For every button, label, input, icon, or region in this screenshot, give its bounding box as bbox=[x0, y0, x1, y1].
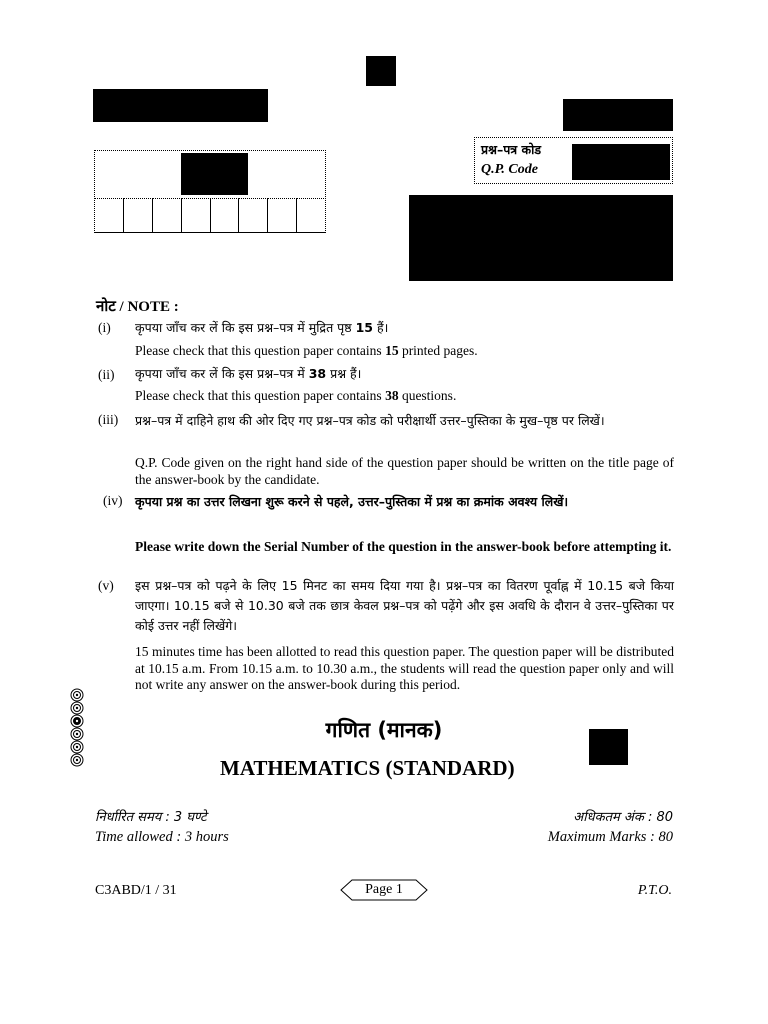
text-run: प्रश्न हैं। bbox=[326, 366, 362, 381]
question-count: 38 bbox=[385, 388, 399, 403]
redaction-top-left bbox=[93, 89, 268, 122]
text-run: कृपया जाँच कर लें कि इस प्रश्न–पत्र में मुद्रित पृष्ठ bbox=[135, 320, 356, 335]
maximum-marks-english: Maximum Marks : 80 bbox=[547, 829, 673, 845]
note-number: (iv) bbox=[103, 493, 123, 508]
note-number: (iii) bbox=[98, 412, 119, 427]
redaction-barcode-area bbox=[409, 195, 673, 281]
roll-cell bbox=[94, 198, 124, 233]
note-5-english: 15 minutes time has been allotted to read this question paper. The question paper will be distributed at 10.15 a.m. From 10.15 a.m. to 10.30 a.m., the students will read the question paper only and will not write any answer on the answer-book during this period. bbox=[135, 644, 674, 692]
text-run: हैं। bbox=[373, 320, 389, 335]
redaction-qp-code bbox=[572, 144, 670, 180]
page-count: 15 bbox=[355, 320, 374, 335]
roll-cell bbox=[210, 198, 240, 233]
spiral-seal-icon bbox=[70, 701, 84, 715]
note-2-hindi bbox=[135, 366, 674, 383]
subject-title-hindi: गणित (मानक) bbox=[325, 718, 443, 742]
note-4-english: Please write down the Serial Number of the question in the answer-book before attempting it. bbox=[135, 539, 672, 554]
qp-code-label-hi: प्रश्न–पत्र कोड bbox=[481, 142, 542, 157]
paper-code: C3ABD/1 / 31 bbox=[95, 883, 177, 898]
note-3-english: Q.P. Code given on the right hand side of the question paper should be written on the title page of the answer-book by the candidate. bbox=[135, 455, 674, 487]
note-title: नोट / NOTE : bbox=[96, 299, 179, 315]
note-1-english bbox=[135, 343, 674, 360]
redaction-subject-code bbox=[589, 729, 628, 765]
subject-title-english: MATHEMATICS (STANDARD) bbox=[220, 756, 515, 780]
note-5-hindi: इस प्रश्न–पत्र को पढ़ने के लिए 15 मिनट का समय दिया गया है। प्रश्न–पत्र का वितरण पूर्वाह्न में 10.15 बजे किया जाएगा। 10.15 बजे से 10.30 बजे तक छात्र केवल प्रश्न–पत्र को पढ़ेंगे और इस अवधि के दौरान वे उत्तर–पुस्तिका पर कोई उत्तर नहीं लिखेंगे। bbox=[135, 578, 674, 633]
redaction-top-center bbox=[366, 56, 396, 86]
qp-code-label-en: Q.P. Code bbox=[481, 162, 538, 177]
redaction-top-right bbox=[563, 99, 673, 131]
spiral-seal-icon bbox=[70, 688, 84, 702]
note-2-english bbox=[135, 388, 674, 405]
maximum-marks-hindi: अधिकतम अंक : 80 bbox=[573, 810, 673, 825]
text-run: कृपया जाँच कर लें कि इस प्रश्न–पत्र में bbox=[135, 366, 309, 381]
redaction-roll-label bbox=[181, 153, 248, 195]
roll-cell bbox=[152, 198, 182, 233]
text-run: questions. bbox=[398, 388, 457, 403]
roll-cell bbox=[296, 198, 326, 233]
time-allowed-hindi: निर्धारित समय : 3 घण्टे bbox=[95, 810, 207, 825]
text-run: Please check that this question paper contains bbox=[135, 343, 386, 358]
text-run: printed pages. bbox=[398, 343, 478, 358]
note-number: (i) bbox=[98, 320, 111, 335]
page-number: Page 1 bbox=[365, 882, 403, 897]
roll-cell bbox=[238, 198, 268, 233]
note-1-hindi bbox=[135, 320, 674, 337]
page-count: 15 bbox=[385, 343, 399, 358]
pto-label: P.T.O. bbox=[637, 883, 672, 898]
roll-cell bbox=[181, 198, 211, 233]
page-number-badge bbox=[340, 879, 428, 901]
text-run: Please check that this question paper contains bbox=[135, 388, 386, 403]
roll-number-cells bbox=[94, 198, 326, 233]
note-number: (ii) bbox=[98, 367, 115, 382]
time-allowed-english: Time allowed : 3 hours bbox=[95, 829, 229, 845]
note-4-hindi: कृपया प्रश्न का उत्तर लिखना शुरू करने से पहले, उत्तर–पुस्तिका में प्रश्न का क्रमांक अवश्य लिखें। bbox=[135, 494, 569, 509]
note-number: (v) bbox=[98, 578, 114, 593]
note-3-hindi: प्रश्न–पत्र में दाहिने हाथ की ओर दिए गए प्रश्न–पत्र कोड को परीक्षार्थी उत्तर–पुस्तिका के मुख–पृष्ठ पर लिखें। bbox=[135, 413, 605, 428]
question-count: 38 bbox=[308, 366, 327, 381]
spiral-seal-icon bbox=[70, 753, 84, 767]
roll-cell bbox=[123, 198, 153, 233]
roll-cell bbox=[267, 198, 297, 233]
